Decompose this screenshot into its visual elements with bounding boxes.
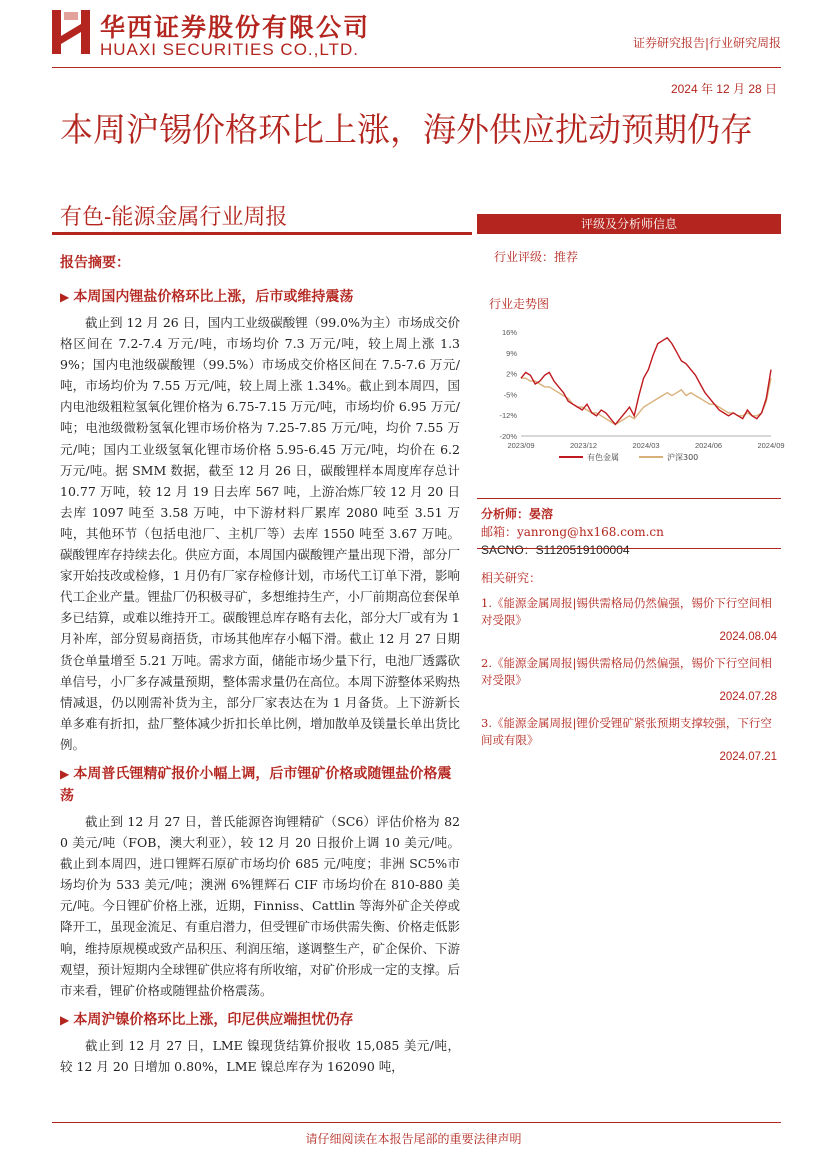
y-tick-label: 9% xyxy=(506,348,517,358)
x-tick-label: 2024/09 xyxy=(757,441,785,450)
analyst-sacno: SACNO：S1120519100004 xyxy=(481,543,630,557)
company-name-cn: 华西证券股份有限公司 xyxy=(100,13,371,42)
header-divider xyxy=(52,67,781,68)
report-date: 2024 年 12 月 28 日 xyxy=(670,82,777,96)
x-tick-label: 2024/06 xyxy=(694,441,723,450)
related-date: 2024.07.28 xyxy=(719,691,777,703)
y-tick-label: 16% xyxy=(501,328,517,337)
trend-chart-title: 行业走势图 xyxy=(489,297,550,311)
footer-disclaimer: 请仔细阅读在本报告尾部的重要法律声明 xyxy=(305,1132,522,1146)
legend-label: 沪深300 xyxy=(667,453,699,462)
page-subtitle: 有色-能源金属行业周报 xyxy=(60,205,288,230)
series-line-nonferrous xyxy=(521,338,771,425)
x-tick-label: 2023/09 xyxy=(507,441,535,450)
summary-column xyxy=(52,252,460,1085)
related-date: 2024.07.21 xyxy=(719,751,777,763)
related-item[interactable]: 2.《能源金属周报|锡供需格局仍然偏强，锡价下行空间相对受限》 xyxy=(481,656,772,687)
section-heading-text: 本周普氏锂精矿报价小幅上调，后市锂矿价格或随锂盐价格震荡 xyxy=(60,765,452,804)
company-logo xyxy=(52,10,90,54)
y-tick-label: -12% xyxy=(499,411,517,421)
analyst-email[interactable]: 邮箱：yanrong@hx168.com.cn xyxy=(481,525,664,539)
series-line-csi300 xyxy=(521,378,771,424)
related-item[interactable]: 3.《能源金属周报|锂价受锂矿紧张预期支撑较强，下行空间或有限》 xyxy=(481,716,772,747)
footer-divider xyxy=(52,1122,781,1123)
related-title: 相关研究： xyxy=(481,571,542,585)
analyst-name: 分析师：晏溶 xyxy=(481,507,554,521)
report-type: 证券研究报告|行业研究周报 xyxy=(632,36,781,50)
summary-label: 报告摘要： xyxy=(60,255,130,271)
y-tick-label: -5% xyxy=(503,390,517,400)
related-item[interactable]: 1.《能源金属周报|锡供需格局仍然偏强，锡价下行空间相对受限》 xyxy=(481,596,772,627)
triangle-icon: ▶ xyxy=(60,290,74,304)
section-body: 截止到 12 月 27 日，LME 镍现货结算价报收 15,085 美元/吨，较 12 月 20 日增加 0.80%，LME 镍总库存为 162090 吨， xyxy=(60,1037,460,1074)
section-body: 截止到 12 月 27 日，普氏能源咨询锂精矿（SC6）评估价格为 820 美元/吨（FOB，澳大利亚），较 12 月 20 日报价上调 10 美元/吨。截止到本周四，进口锂辉石原矿市场均价 685 元/吨度；非洲 SC5%市场均价为 533 美元/吨；澳洲 6%锂辉石 CIF 市场均价在 810-880 美元/吨。今日锂矿价格上涨，近期，Finniss、Cattlin 等海外矿企关停或降开工，虽现金流足、有重启潜力，但受锂矿市场供需失衡、价格走低影响，维持原规模或致产品积压、利润压缩，遂调整生产，矿企保价、下游观望，预计短期内全球锂矿供应将有所收缩，对矿价形成一定的支撑。后市来看，锂矿价格或随锂盐价格震荡。 xyxy=(60,813,461,998)
triangle-icon: ▶ xyxy=(60,1012,74,1027)
section-heading-text: 本周国内锂盐价格环比上涨，后市或维持震荡 xyxy=(73,289,354,305)
section-heading xyxy=(60,286,460,308)
y-tick-label: 2% xyxy=(506,369,517,379)
subtitle-underline xyxy=(52,232,472,235)
page-title: 本周沪锡价格环比上涨，海外供应扰动预期仍存 xyxy=(60,110,753,149)
triangle-icon: ▶ xyxy=(60,766,74,781)
y-tick-label: -20% xyxy=(499,432,517,441)
company-name-en: HUAXI SECURITIES CO.,LTD. xyxy=(100,40,359,59)
legend-label: 有色金属 xyxy=(587,453,619,462)
industry-rating: 行业评级：推荐 xyxy=(494,250,579,264)
analyst-info xyxy=(477,498,781,557)
related-date: 2024.08.04 xyxy=(719,631,777,643)
section-heading xyxy=(60,763,460,807)
section-heading-text: 本周沪镍价格环比上涨，印尼供应端担忧仍存 xyxy=(73,1011,354,1028)
rating-header: 评级及分析师信息 xyxy=(477,214,781,234)
x-tick-label: 2023/12 xyxy=(569,441,598,450)
section-heading xyxy=(60,1009,460,1031)
sidebar xyxy=(477,214,785,774)
trend-chart xyxy=(489,318,785,468)
section-body: 截止到 12 月 26 日，国内工业级碳酸锂（99.0%为主）市场成交价格区间在 7.2-7.4 万元/吨，市场均价 7.3 万元/吨，较上周上涨 1.39%；国内电池级碳酸锂（99.5%）市场成交价格区间在 7.5-7.6 万元/吨，市场均价为 7.55 万元/吨，较上周上涨 1.34%。截止到本周四，国内电池级粗粒氢氧化锂价格为 6.75-7.15 万元/吨，市场均价 6.95 万元/吨；电池级微粉氢氧化锂市场价格为 7.25-7.85 万元/吨，均价 7.55 万元/吨；国内工业级氢氧化锂市场价格 5.95-6.45 万元/吨，均价在 6.2 万元/吨。据 SMM 数据，截至 12 月 26 日，碳酸锂样本周度库存总计 10.77 万吨，较 12 月 19 日去库 567 吨，上游冶炼厂较 12 月 20 日去库 1097 吨至 3.58 万吨，中下游材料厂累库 2080 吨至 3.51 万吨，其他环节（包括电池厂、主机厂等）去库 1550 吨至 3.67 万吨。碳酸锂库存持续去化。供应方面，本周国内碳酸锂产量出现下滑，部分厂家开始技改或检修，1 月仍有厂家存检修计划，市场代工订单下滑，影响代工企业产量。锂盐厂仍积极寻矿，多想维持生产，小厂前期高位套保单多已结算，或难以维持开工。碳酸锂总库存略有去化，部分大厂或有为 1 月补库，部分贸易商捂货，市场其他库存小幅下滑。截止 12 月 27 日期货仓单量增至 5.21 万吨。需求方面，储能市场少量下行，电池厂透露砍单信号，小厂多存减量预期，整体需求量仍在高位。本周下游整体采购热情减退，仍以刚需补货为主，部分厂家表达在为 1 月备货。上下游新长单多难有折扣，盐厂整体减少折扣长单比例，增加散单及镁量长单出货比例。 xyxy=(60,315,461,752)
x-tick-label: 2024/03 xyxy=(632,441,660,450)
